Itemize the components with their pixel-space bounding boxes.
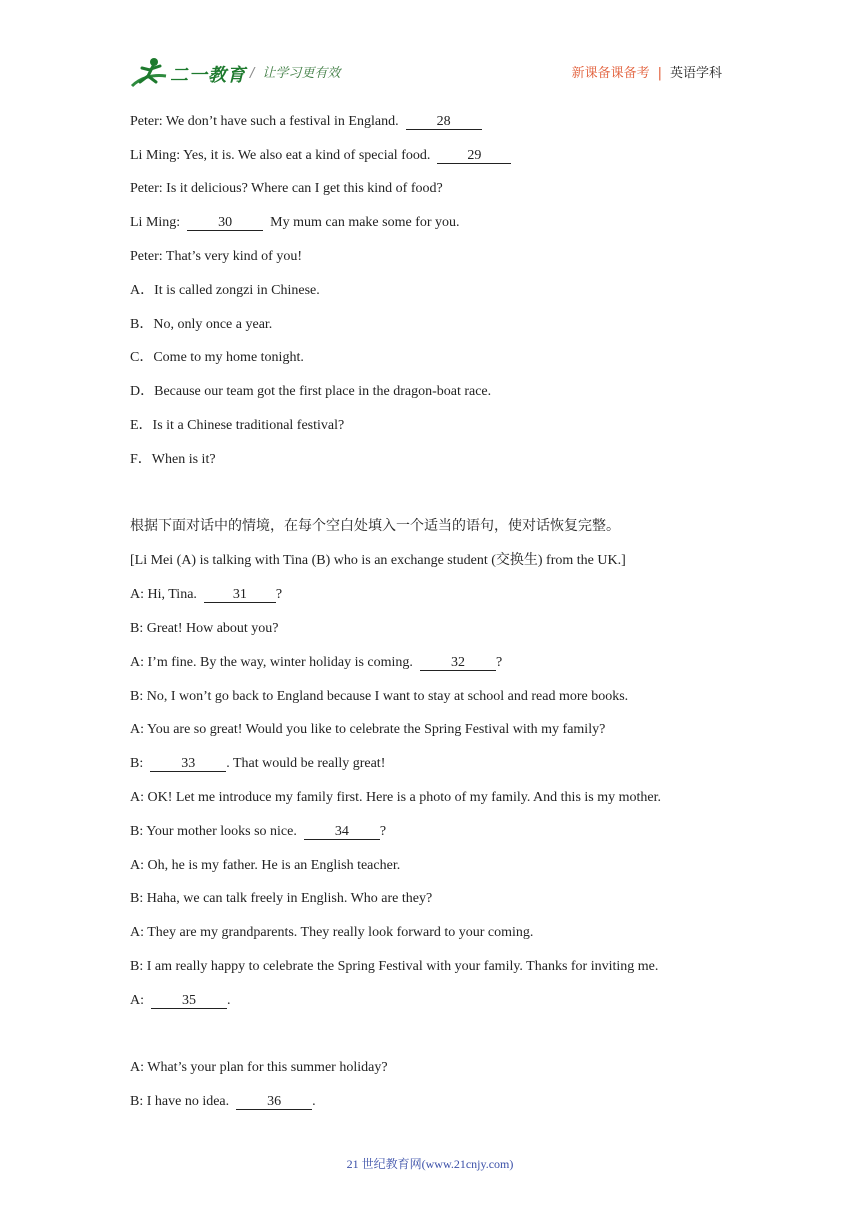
dialogue-line: Peter: Is it delicious? Where can I get this kind of food? xyxy=(130,181,443,196)
dialogue-line: A: Hi, Tina. 31 ? xyxy=(130,587,283,602)
dialogue-line: A: Oh, he is my father. He is an English teacher. xyxy=(130,858,401,873)
option-item: D．Because our team got the first place in the dragon-boat race. xyxy=(130,384,492,399)
header-subject xyxy=(572,62,722,81)
header-separator: | xyxy=(657,66,662,81)
dialogue-line: A: They are my grandparents. They really look forward to your coming. xyxy=(130,925,534,940)
logo-text: 二一教育 xyxy=(170,65,246,86)
dialogue-line: Peter: We don’t have such a festival in England. 28 xyxy=(130,113,482,131)
option-item: C．Come to my home tonight. xyxy=(130,350,304,365)
section-instruction: 根据下面对话中的情境，在每个空白处填入一个适当的语句，使对话恢复完整。 xyxy=(130,519,620,534)
option-item: F．When is it? xyxy=(130,452,216,467)
dialogue-line: Li Ming: 30 My mum can make some for you. xyxy=(130,215,460,230)
answer-blank[interactable]: 34 xyxy=(304,824,380,840)
header-subject-name: 英语学科 xyxy=(669,66,722,81)
page-footer: 21 世纪教育网(www.21cnjy.com) xyxy=(346,1157,514,1171)
dialogue-line: A: What’s your plan for this summer holiday? xyxy=(130,1060,388,1075)
slogan-text: 让学习更有效 xyxy=(262,66,341,81)
slash-divider: / xyxy=(250,66,255,81)
answer-blank[interactable]: 35 xyxy=(151,993,227,1009)
dialogue-line: B: I am really happy to celebrate the Spring Festival with your family. Thanks for inviting me. xyxy=(130,959,659,974)
option-item: E．Is it a Chinese traditional festival? xyxy=(130,418,345,433)
dialogue-line: B: I have no idea. 36 . xyxy=(130,1094,316,1109)
dialogue-line: Peter: That’s very kind of you! xyxy=(130,249,302,264)
answer-blank[interactable]: 28 xyxy=(406,114,482,130)
header-tagline: 新课备课备考 xyxy=(571,66,650,81)
runner-logo-icon xyxy=(130,56,170,90)
dialogue-line: A: I’m fine. By the way, winter holiday is coming. 32 ? xyxy=(130,655,503,670)
dialogue-line: A: You are so great! Would you like to celebrate the Spring Festival with my family? xyxy=(130,722,606,737)
answer-blank[interactable]: 30 xyxy=(187,215,263,231)
dialogue-line: Li Ming: Yes, it is. We also eat a kind of special food. 29 xyxy=(130,147,511,165)
answer-blank[interactable]: 33 xyxy=(150,756,226,772)
slogan xyxy=(250,62,340,81)
page-header xyxy=(0,0,860,100)
dialogue-line: A: OK! Let me introduce my family first. Here is a photo of my family. And this is my mother. xyxy=(130,790,662,805)
answer-blank[interactable]: 31 xyxy=(204,587,276,603)
answer-blank[interactable]: 32 xyxy=(420,655,496,671)
option-item: A．It is called zongzi in Chinese. xyxy=(130,283,320,298)
dialogue-line: B: No, I won’t go back to England because I want to stay at school and read more books. xyxy=(130,689,629,704)
dialogue-line: A: 35 . xyxy=(130,993,231,1008)
scenario-note: [Li Mei (A) is talking with Tina (B) who is an exchange student (交换生) from the UK.] xyxy=(130,553,626,568)
dialogue-line: B: Your mother looks so nice. 34 ? xyxy=(130,824,387,839)
answer-blank[interactable]: 36 xyxy=(236,1094,312,1110)
dialogue-line: B: 33 . That would be really great! xyxy=(130,756,386,771)
option-item: B．No, only once a year. xyxy=(130,317,273,332)
brand-logo xyxy=(130,56,256,90)
dialogue-line: B: Great! How about you? xyxy=(130,621,279,636)
answer-blank[interactable]: 29 xyxy=(437,148,511,164)
dialogue-line: B: Haha, we can talk freely in English. Who are they? xyxy=(130,891,433,906)
